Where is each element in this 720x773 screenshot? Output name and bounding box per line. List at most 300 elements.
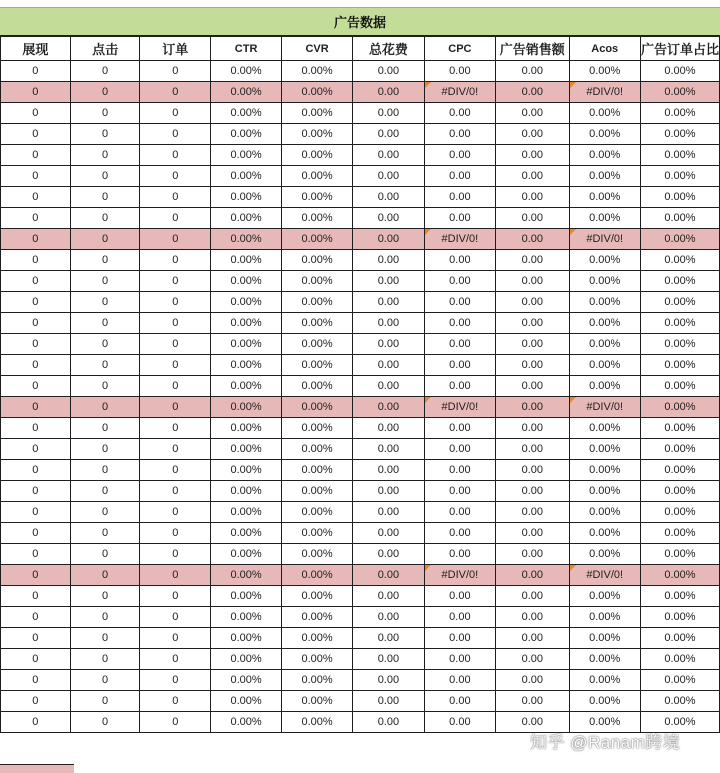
table-cell[interactable]: 0.00% [640,292,719,313]
table-cell[interactable]: 0.00 [353,292,425,313]
table-cell[interactable]: 0.00% [640,313,719,334]
table-cell[interactable]: 0.00 [496,103,569,124]
table-cell[interactable]: 0.00% [282,355,353,376]
table-cell[interactable]: 0.00 [424,418,495,439]
table-cell[interactable]: 0.00 [424,166,495,187]
table-cell[interactable]: 0.00% [211,124,282,145]
table-cell[interactable]: 0.00% [282,271,353,292]
column-header[interactable]: Acos [569,37,640,61]
table-cell[interactable]: 0 [70,376,140,397]
table-cell[interactable]: 0.00% [211,208,282,229]
table-cell[interactable]: 0.00% [569,439,640,460]
table-cell[interactable]: 0.00% [282,334,353,355]
table-cell[interactable]: 0.00% [282,523,353,544]
error-cell[interactable]: #DIV/0! [569,565,640,586]
table-cell[interactable]: 0.00% [640,607,719,628]
table-cell[interactable]: 0 [1,418,71,439]
table-cell[interactable]: 0.00% [640,187,719,208]
table-cell[interactable]: 0.00 [496,586,569,607]
table-cell[interactable]: 0.00 [353,208,425,229]
table-cell[interactable]: 0.00% [640,61,719,82]
table-cell[interactable]: 0 [70,166,140,187]
column-header[interactable]: CTR [211,37,282,61]
table-cell[interactable]: 0 [1,292,71,313]
table-cell[interactable]: 0.00% [211,439,282,460]
table-cell[interactable]: 0.00% [640,481,719,502]
table-cell[interactable]: 0.00% [282,691,353,712]
table-cell[interactable]: 0.00 [496,313,569,334]
table-cell[interactable]: 0.00% [282,103,353,124]
table-cell[interactable]: 0 [1,523,71,544]
table-cell[interactable]: 0.00% [569,187,640,208]
table-cell[interactable]: 0.00 [496,628,569,649]
table-cell[interactable]: 0.00% [569,649,640,670]
table-cell[interactable]: 0.00 [353,586,425,607]
table-cell[interactable]: 0 [70,460,140,481]
table-cell[interactable]: 0.00 [424,145,495,166]
table-cell[interactable]: 0 [1,586,71,607]
partial-row-cell[interactable] [0,764,74,773]
table-cell[interactable]: 0.00 [496,418,569,439]
table-cell[interactable]: 0.00% [640,523,719,544]
table-cell[interactable]: 0.00% [282,418,353,439]
table-cell[interactable]: 0.00% [282,124,353,145]
table-cell[interactable]: 0.00% [282,670,353,691]
table-cell[interactable]: 0.00% [640,334,719,355]
table-cell[interactable]: 0.00% [211,586,282,607]
table-cell[interactable]: 0 [140,103,211,124]
table-cell[interactable]: 0 [70,628,140,649]
table-cell[interactable]: 0.00 [353,523,425,544]
table-cell[interactable]: 0 [70,103,140,124]
table-cell[interactable]: 0.00% [569,250,640,271]
table-cell[interactable]: 0.00% [640,628,719,649]
table-cell[interactable]: 0 [70,292,140,313]
table-cell[interactable]: 0 [1,355,71,376]
error-cell[interactable]: #DIV/0! [424,565,495,586]
table-cell[interactable]: 0.00% [569,334,640,355]
table-cell[interactable]: 0 [140,271,211,292]
table-cell[interactable]: 0.00% [211,61,282,82]
table-cell[interactable]: 0 [140,607,211,628]
table-cell[interactable]: 0.00% [569,586,640,607]
table-cell[interactable]: 0.00 [424,607,495,628]
table-cell[interactable]: 0.00 [424,187,495,208]
table-cell[interactable]: 0 [1,397,71,418]
table-cell[interactable]: 0.00% [640,82,719,103]
sheet-title[interactable]: 广告数据 [0,7,720,36]
table-cell[interactable]: 0.00% [211,397,282,418]
table-cell[interactable]: 0.00% [569,355,640,376]
table-cell[interactable]: 0.00 [353,691,425,712]
table-cell[interactable]: 0.00% [211,250,282,271]
table-cell[interactable]: 0.00 [424,691,495,712]
table-cell[interactable]: 0 [140,376,211,397]
table-cell[interactable]: 0.00% [640,397,719,418]
table-cell[interactable]: 0.00% [640,712,719,733]
table-cell[interactable]: 0.00 [353,229,425,250]
table-cell[interactable]: 0.00 [496,502,569,523]
table-cell[interactable]: 0.00% [569,691,640,712]
table-cell[interactable]: 0.00% [211,166,282,187]
column-header[interactable]: CPC [424,37,495,61]
table-cell[interactable]: 0.00% [211,334,282,355]
table-cell[interactable]: 0.00 [353,355,425,376]
table-cell[interactable]: 0 [140,502,211,523]
table-cell[interactable]: 0.00 [496,292,569,313]
table-cell[interactable]: 0.00% [569,145,640,166]
table-cell[interactable]: 0 [140,586,211,607]
table-cell[interactable]: 0 [70,691,140,712]
table-cell[interactable]: 0.00% [211,313,282,334]
table-cell[interactable]: 0 [140,439,211,460]
column-header[interactable]: 点击 [70,37,140,61]
table-cell[interactable]: 0 [140,418,211,439]
table-cell[interactable]: 0.00 [496,691,569,712]
table-cell[interactable]: 0.00% [211,565,282,586]
table-cell[interactable]: 0 [1,439,71,460]
table-cell[interactable]: 0.00% [282,292,353,313]
table-cell[interactable]: 0.00% [569,313,640,334]
table-cell[interactable]: 0.00% [282,481,353,502]
table-cell[interactable]: 0 [1,544,71,565]
table-cell[interactable]: 0.00% [569,103,640,124]
table-cell[interactable]: 0.00 [424,208,495,229]
table-cell[interactable]: 0.00% [282,439,353,460]
table-cell[interactable]: 0.00% [211,229,282,250]
table-cell[interactable]: 0.00% [569,670,640,691]
table-cell[interactable]: 0 [1,187,71,208]
error-cell[interactable]: #DIV/0! [424,397,495,418]
table-cell[interactable]: 0 [70,229,140,250]
table-cell[interactable]: 0 [140,691,211,712]
table-cell[interactable]: 0.00% [211,607,282,628]
table-cell[interactable]: 0.00 [353,124,425,145]
table-cell[interactable]: 0 [70,523,140,544]
table-cell[interactable]: 0 [70,649,140,670]
table-cell[interactable]: 0.00 [353,481,425,502]
table-cell[interactable]: 0 [1,250,71,271]
table-cell[interactable]: 0.00% [569,61,640,82]
table-cell[interactable]: 0.00% [640,103,719,124]
table-cell[interactable]: 0 [140,61,211,82]
error-cell[interactable]: #DIV/0! [569,397,640,418]
table-cell[interactable]: 0.00% [569,208,640,229]
table-cell[interactable]: 0.00 [496,397,569,418]
table-cell[interactable]: 0 [140,544,211,565]
table-cell[interactable]: 0 [140,208,211,229]
table-cell[interactable]: 0 [1,691,71,712]
table-cell[interactable]: 0.00% [211,418,282,439]
table-cell[interactable]: 0.00 [424,502,495,523]
table-cell[interactable]: 0 [70,355,140,376]
table-cell[interactable]: 0.00% [640,460,719,481]
table-cell[interactable]: 0 [140,355,211,376]
table-cell[interactable]: 0 [1,271,71,292]
table-cell[interactable]: 0 [70,418,140,439]
table-cell[interactable]: 0.00% [282,250,353,271]
table-cell[interactable]: 0 [1,313,71,334]
table-cell[interactable]: 0.00 [496,376,569,397]
table-cell[interactable]: 0 [140,292,211,313]
table-cell[interactable]: 0 [140,397,211,418]
column-header[interactable]: 总花费 [353,37,425,61]
table-cell[interactable]: 0 [1,712,71,733]
table-cell[interactable]: 0.00 [353,544,425,565]
table-cell[interactable]: 0.00% [569,544,640,565]
table-cell[interactable]: 0.00% [282,61,353,82]
table-cell[interactable]: 0.00 [424,376,495,397]
table-cell[interactable]: 0 [140,565,211,586]
table-cell[interactable]: 0 [70,61,140,82]
table-cell[interactable]: 0 [70,712,140,733]
table-cell[interactable]: 0.00% [569,292,640,313]
table-cell[interactable]: 0.00% [211,691,282,712]
table-cell[interactable]: 0.00% [640,145,719,166]
table-cell[interactable]: 0 [70,607,140,628]
table-cell[interactable]: 0 [70,502,140,523]
table-cell[interactable]: 0.00 [496,271,569,292]
table-cell[interactable]: 0 [70,145,140,166]
table-cell[interactable]: 0.00 [496,124,569,145]
table-cell[interactable]: 0.00% [211,628,282,649]
table-cell[interactable]: 0.00 [496,649,569,670]
table-cell[interactable]: 0.00% [640,649,719,670]
table-cell[interactable]: 0 [1,145,71,166]
table-cell[interactable]: 0.00% [282,607,353,628]
table-cell[interactable]: 0 [1,670,71,691]
table-cell[interactable]: 0.00 [353,670,425,691]
table-cell[interactable]: 0.00 [424,586,495,607]
table-cell[interactable]: 0 [1,229,71,250]
table-cell[interactable]: 0.00% [282,586,353,607]
table-cell[interactable]: 0.00 [353,187,425,208]
column-header[interactable]: 展现 [1,37,71,61]
table-cell[interactable]: 0.00 [353,502,425,523]
table-cell[interactable]: 0.00% [211,502,282,523]
table-cell[interactable]: 0 [140,166,211,187]
table-cell[interactable]: 0 [70,439,140,460]
table-cell[interactable]: 0.00% [569,271,640,292]
table-cell[interactable]: 0.00 [424,250,495,271]
table-cell[interactable]: 0 [1,103,71,124]
table-cell[interactable]: 0.00 [353,376,425,397]
table-cell[interactable]: 0 [1,208,71,229]
table-cell[interactable]: 0 [140,712,211,733]
table-cell[interactable]: 0.00 [424,544,495,565]
table-cell[interactable]: 0.00% [211,271,282,292]
table-cell[interactable]: 0.00% [211,145,282,166]
table-cell[interactable]: 0.00 [353,271,425,292]
table-cell[interactable]: 0 [70,313,140,334]
table-cell[interactable]: 0 [140,670,211,691]
table-cell[interactable]: 0.00 [353,628,425,649]
table-cell[interactable]: 0.00% [282,712,353,733]
table-cell[interactable]: 0.00 [496,712,569,733]
table-cell[interactable]: 0.00% [569,523,640,544]
table-cell[interactable]: 0.00% [282,82,353,103]
table-cell[interactable]: 0.00% [282,565,353,586]
table-cell[interactable]: 0.00% [640,229,719,250]
table-cell[interactable]: 0 [140,334,211,355]
table-cell[interactable]: 0.00 [353,397,425,418]
table-cell[interactable]: 0.00 [496,229,569,250]
table-cell[interactable]: 0 [140,523,211,544]
table-cell[interactable]: 0 [70,208,140,229]
table-cell[interactable]: 0.00% [211,460,282,481]
table-cell[interactable]: 0.00% [640,586,719,607]
table-cell[interactable]: 0.00% [282,145,353,166]
table-cell[interactable]: 0.00% [569,418,640,439]
table-cell[interactable]: 0 [140,229,211,250]
table-cell[interactable]: 0.00 [424,61,495,82]
table-cell[interactable]: 0.00% [640,208,719,229]
table-cell[interactable]: 0.00 [424,649,495,670]
table-cell[interactable]: 0.00% [282,649,353,670]
table-cell[interactable]: 0 [1,628,71,649]
table-cell[interactable]: 0.00% [282,229,353,250]
table-cell[interactable]: 0.00 [353,712,425,733]
table-cell[interactable]: 0 [140,187,211,208]
column-header[interactable]: 广告订单占比 [640,37,719,61]
table-cell[interactable]: 0.00 [496,439,569,460]
table-cell[interactable]: 0.00% [640,250,719,271]
table-cell[interactable]: 0 [1,649,71,670]
table-cell[interactable]: 0.00 [496,481,569,502]
table-cell[interactable]: 0.00% [569,628,640,649]
table-cell[interactable]: 0 [140,460,211,481]
table-cell[interactable]: 0 [1,61,71,82]
table-cell[interactable]: 0.00% [282,460,353,481]
table-cell[interactable]: 0.00% [640,355,719,376]
table-cell[interactable]: 0.00 [424,439,495,460]
table-cell[interactable]: 0 [70,82,140,103]
error-cell[interactable]: #DIV/0! [569,82,640,103]
table-cell[interactable]: 0 [1,502,71,523]
table-cell[interactable]: 0.00% [640,502,719,523]
table-cell[interactable]: 0 [70,565,140,586]
table-cell[interactable]: 0.00 [353,334,425,355]
table-cell[interactable]: 0.00% [211,376,282,397]
table-cell[interactable]: 0.00 [424,334,495,355]
table-cell[interactable]: 0.00% [282,628,353,649]
table-cell[interactable]: 0.00 [424,670,495,691]
table-cell[interactable]: 0.00% [569,712,640,733]
table-cell[interactable]: 0 [140,649,211,670]
table-cell[interactable]: 0 [1,82,71,103]
table-cell[interactable]: 0.00% [211,103,282,124]
table-cell[interactable]: 0.00% [282,397,353,418]
error-cell[interactable]: #DIV/0! [569,229,640,250]
table-cell[interactable]: 0.00 [496,544,569,565]
table-cell[interactable]: 0.00 [496,82,569,103]
table-cell[interactable]: 0 [1,565,71,586]
table-cell[interactable]: 0.00% [211,544,282,565]
table-cell[interactable]: 0.00% [211,712,282,733]
table-cell[interactable]: 0 [1,460,71,481]
table-cell[interactable]: 0.00% [569,481,640,502]
table-cell[interactable]: 0.00% [211,355,282,376]
table-cell[interactable]: 0 [70,544,140,565]
table-cell[interactable]: 0 [1,334,71,355]
table-cell[interactable]: 0.00 [353,145,425,166]
table-cell[interactable]: 0.00 [424,460,495,481]
table-cell[interactable]: 0.00 [496,187,569,208]
table-cell[interactable]: 0.00% [569,502,640,523]
table-cell[interactable]: 0.00% [211,187,282,208]
table-cell[interactable]: 0.00 [496,250,569,271]
error-cell[interactable]: #DIV/0! [424,82,495,103]
table-cell[interactable]: 0.00% [211,670,282,691]
table-cell[interactable]: 0.00 [424,292,495,313]
table-cell[interactable]: 0.00% [640,166,719,187]
table-cell[interactable]: 0.00% [640,691,719,712]
table-cell[interactable]: 0.00 [496,355,569,376]
table-cell[interactable]: 0.00 [496,145,569,166]
table-cell[interactable]: 0.00% [640,670,719,691]
table-cell[interactable]: 0.00% [569,166,640,187]
column-header[interactable]: 广告销售额 [496,37,569,61]
table-cell[interactable]: 0 [140,481,211,502]
table-cell[interactable]: 0 [70,586,140,607]
table-cell[interactable]: 0.00 [353,439,425,460]
column-header[interactable]: 订单 [140,37,211,61]
table-cell[interactable]: 0 [1,124,71,145]
table-cell[interactable]: 0.00% [640,418,719,439]
table-cell[interactable]: 0.00% [640,124,719,145]
table-cell[interactable]: 0.00% [640,376,719,397]
table-cell[interactable]: 0.00 [353,313,425,334]
table-cell[interactable]: 0.00 [353,460,425,481]
table-cell[interactable]: 0.00% [211,82,282,103]
table-cell[interactable]: 0.00 [353,250,425,271]
table-cell[interactable]: 0.00% [640,565,719,586]
table-cell[interactable]: 0.00 [353,166,425,187]
table-cell[interactable]: 0.00% [282,544,353,565]
error-cell[interactable]: #DIV/0! [424,229,495,250]
table-cell[interactable]: 0.00 [353,607,425,628]
table-cell[interactable]: 0.00 [353,61,425,82]
column-header[interactable]: CVR [282,37,353,61]
table-cell[interactable]: 0.00 [424,355,495,376]
table-cell[interactable]: 0.00% [282,166,353,187]
table-cell[interactable]: 0.00 [496,565,569,586]
table-cell[interactable]: 0 [70,271,140,292]
table-cell[interactable]: 0.00% [282,376,353,397]
table-cell[interactable]: 0 [140,124,211,145]
table-cell[interactable]: 0.00% [211,481,282,502]
table-cell[interactable]: 0.00 [424,481,495,502]
table-cell[interactable]: 0 [70,124,140,145]
table-cell[interactable]: 0.00% [640,544,719,565]
table-cell[interactable]: 0.00% [211,523,282,544]
table-cell[interactable]: 0.00 [424,628,495,649]
table-cell[interactable]: 0 [140,628,211,649]
table-cell[interactable]: 0 [70,250,140,271]
table-cell[interactable]: 0.00% [282,502,353,523]
table-cell[interactable]: 0.00 [424,313,495,334]
table-cell[interactable]: 0.00 [424,523,495,544]
table-cell[interactable]: 0.00 [424,103,495,124]
table-cell[interactable]: 0 [140,250,211,271]
table-cell[interactable]: 0.00% [282,313,353,334]
table-cell[interactable]: 0.00 [496,607,569,628]
table-cell[interactable]: 0 [140,313,211,334]
table-cell[interactable]: 0 [70,670,140,691]
table-cell[interactable]: 0.00 [496,166,569,187]
table-cell[interactable]: 0.00 [353,82,425,103]
table-cell[interactable]: 0 [1,481,71,502]
